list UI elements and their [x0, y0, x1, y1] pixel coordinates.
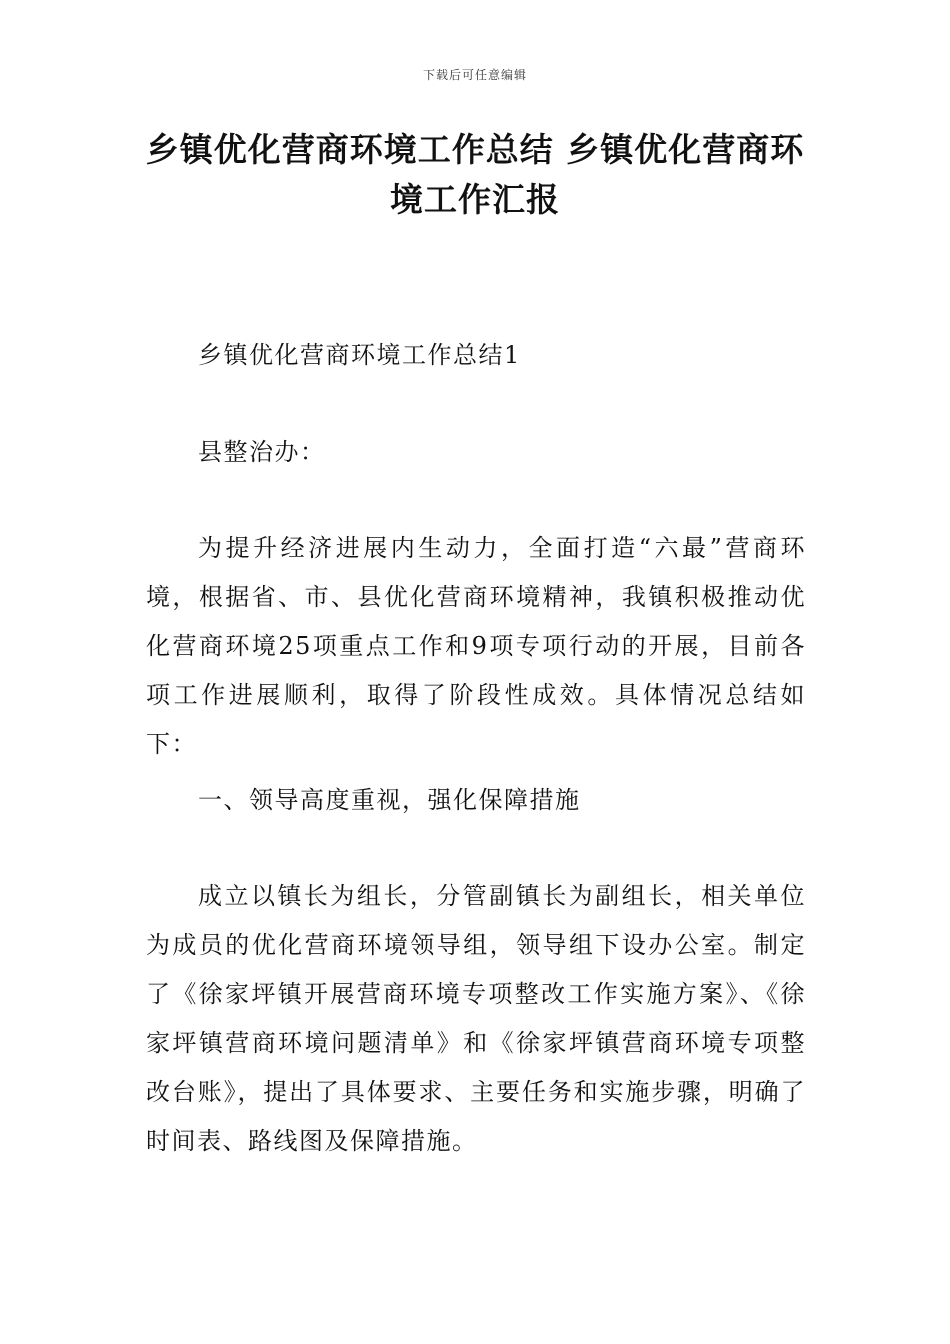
- addressee-paragraph: 县整治办：: [198, 438, 326, 466]
- subtitle-paragraph: 乡镇优化营商环境工作总结1: [198, 341, 521, 369]
- section-body-paragraph: 成立以镇长为组长，分管副镇长为副组长，相关单位为成员的优化营商环境领导组，领导组下设办公室。制定了《徐家坪镇开展营商环境专项整改工作实施方案》、《徐家坪镇营商环境问题清单》和《徐家坪镇营商环境专项整改台账》，提出了具体要求、主要任务和实施步骤，明确了时间表、路线图及保障措施。: [146, 882, 806, 1155]
- section-heading: 一、领导高度重视，强化保障措施: [198, 786, 581, 814]
- header-note: 下载后可任意编辑: [422, 68, 527, 82]
- intro-paragraph: 为提升经济进展内生动力，全面打造“六最”营商环境，根据省、市、县优化营商环境精神，我镇积极推动优化营商环境25项重点工作和9项专项行动的开展，目前各项工作进展顺利，取得了阶段性成效。具体情况总结如下：: [146, 534, 806, 758]
- document-title: 乡镇优化营商环境工作总结 乡镇优化营商环境工作汇报: [145, 130, 805, 219]
